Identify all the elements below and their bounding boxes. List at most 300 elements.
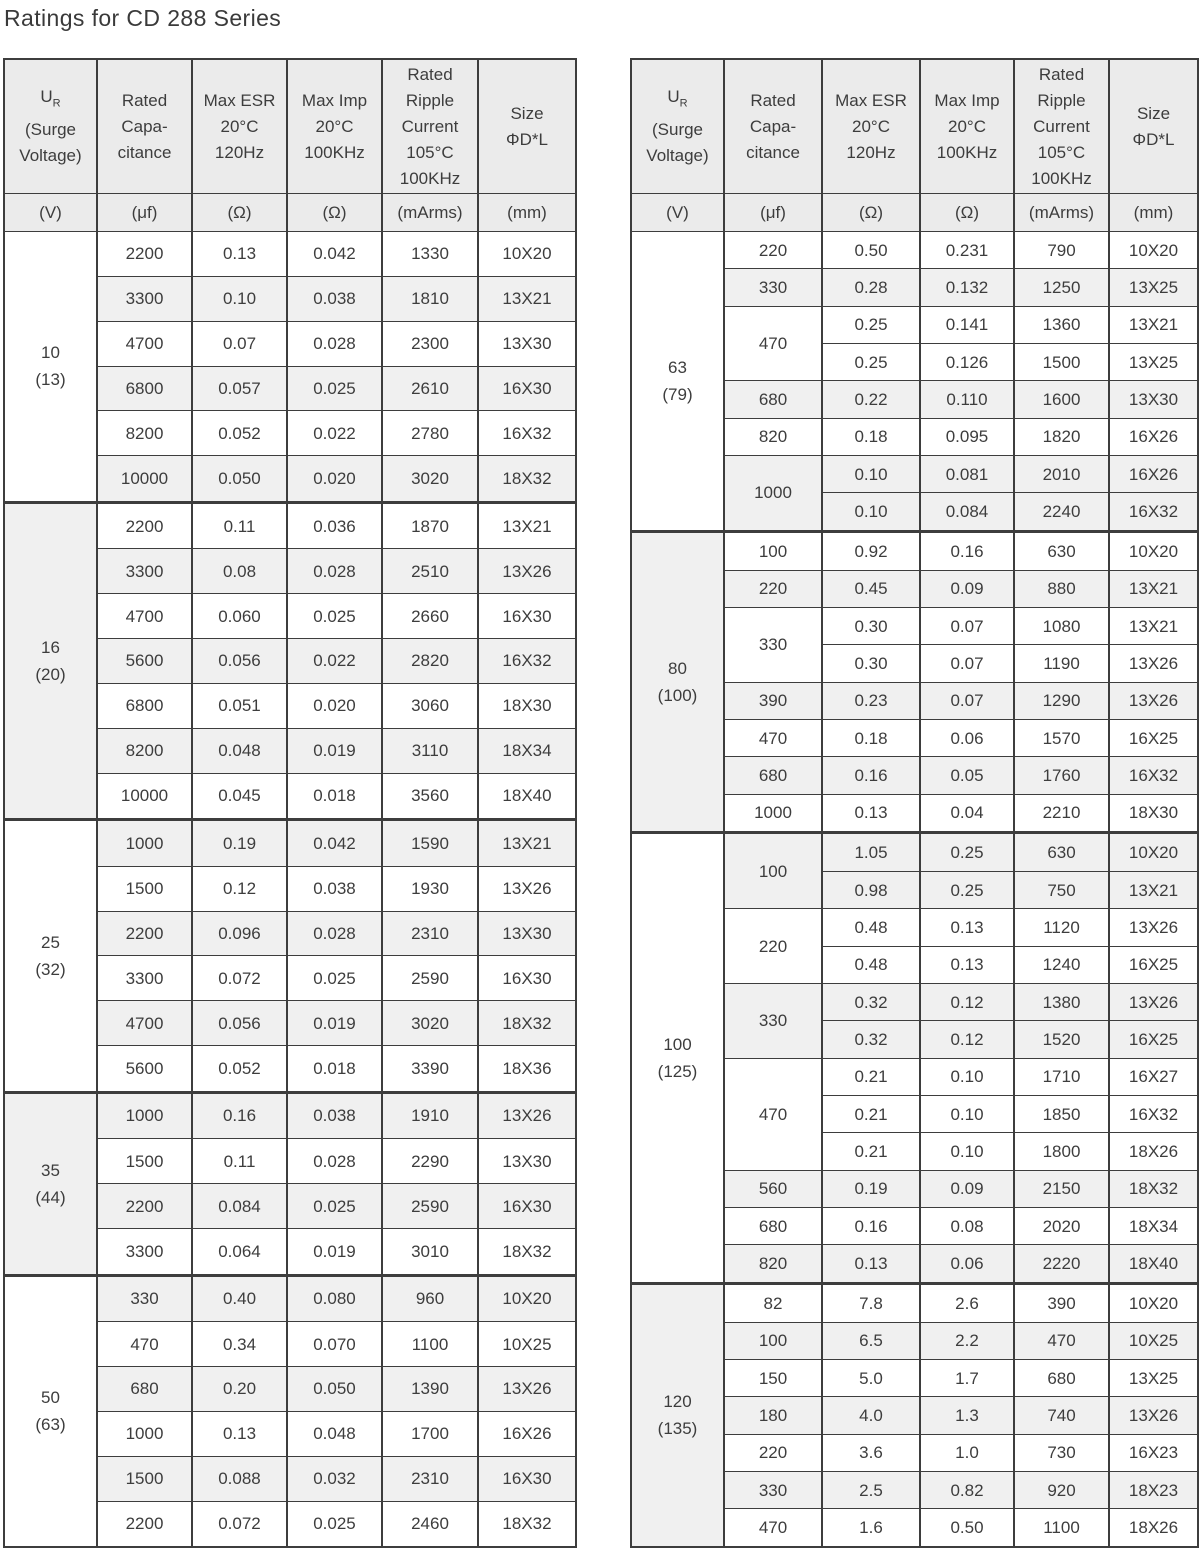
size-cell: 13X26	[478, 1366, 576, 1411]
capacitance-cell: 6800	[97, 366, 192, 411]
imp-cell: 0.095	[920, 418, 1014, 455]
unit-voltage: (V)	[631, 194, 724, 232]
table-row	[4, 820, 576, 867]
esr-cell: 0.50	[822, 232, 920, 269]
size-cell: 16X32	[1109, 1095, 1198, 1132]
size-cell: 13X30	[1109, 381, 1198, 418]
size-cell: 10X20	[1109, 833, 1198, 872]
ripple-cell: 2020	[1014, 1207, 1109, 1244]
imp-cell: 0.019	[287, 728, 382, 773]
ripple-cell: 1290	[1014, 682, 1109, 719]
imp-cell: 0.038	[287, 276, 382, 321]
voltage-cell: 80 (100)	[631, 531, 724, 832]
ripple-cell: 790	[1014, 232, 1109, 269]
size-cell: 13X25	[1109, 343, 1198, 380]
imp-cell: 0.025	[287, 594, 382, 639]
size-cell: 18X40	[478, 773, 576, 820]
imp-cell: 0.022	[287, 639, 382, 684]
ripple-cell: 630	[1014, 833, 1109, 872]
esr-cell: 0.34	[192, 1322, 287, 1367]
esr-cell: 0.13	[192, 232, 287, 277]
size-cell: 10X25	[1109, 1322, 1198, 1359]
voltage-cell: 100 (125)	[631, 833, 724, 1284]
esr-cell: 0.30	[822, 608, 920, 645]
header-capacitance: Rated Capa- citance	[724, 59, 822, 194]
capacitance-cell: 3300	[97, 549, 192, 594]
capacitance-cell: 220	[724, 232, 822, 269]
esr-cell: 0.088	[192, 1456, 287, 1501]
size-cell: 13X21	[478, 276, 576, 321]
esr-cell: 6.5	[822, 1322, 920, 1359]
capacitance-cell: 330	[724, 1471, 822, 1508]
capacitance-cell: 470	[724, 1509, 822, 1547]
size-cell: 18X32	[478, 1001, 576, 1046]
imp-cell: 1.3	[920, 1397, 1014, 1434]
table-row	[631, 833, 1198, 872]
table-row	[4, 1092, 576, 1139]
imp-cell: 0.25	[920, 872, 1014, 909]
ripple-cell: 1120	[1014, 909, 1109, 946]
imp-cell: 0.019	[287, 1228, 382, 1275]
esr-cell: 0.48	[822, 946, 920, 983]
ripple-cell: 3560	[382, 773, 478, 820]
ripple-cell: 880	[1014, 570, 1109, 607]
imp-cell: 0.080	[287, 1275, 382, 1322]
imp-cell: 0.042	[287, 232, 382, 277]
header-imp: Max Imp 20°C 100KHz	[287, 59, 382, 194]
capacitance-cell: 100	[724, 833, 822, 909]
ratings-table-right	[630, 58, 1199, 1548]
imp-cell: 0.07	[920, 682, 1014, 719]
esr-cell: 0.13	[822, 794, 920, 833]
ripple-cell: 3010	[382, 1228, 478, 1275]
capacitance-cell: 1000	[97, 820, 192, 867]
header-ripple: Rated Ripple Current 105°C 100KHz	[1014, 59, 1109, 194]
header-capacitance: Rated Capa- citance	[97, 59, 192, 194]
size-cell: 18X23	[1109, 1471, 1198, 1508]
esr-cell: 0.23	[822, 682, 920, 719]
size-cell: 18X32	[478, 456, 576, 503]
ripple-cell: 2780	[382, 411, 478, 456]
header-unit-row	[4, 194, 576, 232]
capacitance-cell: 220	[724, 909, 822, 984]
unit-esr: (Ω)	[822, 194, 920, 232]
size-cell: 18X40	[1109, 1245, 1198, 1284]
esr-cell: 0.052	[192, 1046, 287, 1093]
esr-cell: 0.21	[822, 1133, 920, 1170]
capacitance-cell: 330	[97, 1275, 192, 1322]
esr-cell: 0.25	[822, 343, 920, 380]
ripple-cell: 1100	[382, 1322, 478, 1367]
ripple-cell: 2150	[1014, 1170, 1109, 1207]
esr-cell: 0.08	[192, 549, 287, 594]
size-cell: 18X32	[478, 1228, 576, 1275]
capacitance-cell: 470	[97, 1322, 192, 1367]
imp-cell: 0.036	[287, 502, 382, 549]
ripple-cell: 2610	[382, 366, 478, 411]
esr-cell: 0.056	[192, 1001, 287, 1046]
capacitance-cell: 330	[724, 608, 822, 683]
header-voltage: $U_R$ (Surge Voltage)	[631, 59, 724, 194]
esr-cell: 0.13	[192, 1411, 287, 1456]
size-cell: 16X30	[478, 1184, 576, 1229]
ripple-cell: 3110	[382, 728, 478, 773]
ripple-cell: 1710	[1014, 1058, 1109, 1095]
size-cell: 16X32	[1109, 757, 1198, 794]
table-row	[4, 1275, 576, 1322]
esr-cell: 0.084	[192, 1184, 287, 1229]
size-cell: 16X30	[478, 1456, 576, 1501]
imp-cell: 0.141	[920, 306, 1014, 343]
imp-cell: 0.028	[287, 321, 382, 366]
size-cell: 16X26	[1109, 418, 1198, 455]
size-cell: 16X26	[1109, 455, 1198, 492]
ripple-cell: 2310	[382, 1456, 478, 1501]
capacitance-cell: 10000	[97, 456, 192, 503]
esr-cell: 5.0	[822, 1360, 920, 1397]
ripple-cell: 2820	[382, 639, 478, 684]
size-cell: 13X21	[1109, 872, 1198, 909]
table-row	[631, 531, 1198, 570]
esr-cell: 0.10	[822, 493, 920, 532]
size-cell: 13X21	[1109, 306, 1198, 343]
ripple-cell: 1700	[382, 1411, 478, 1456]
capacitance-cell: 220	[724, 570, 822, 607]
capacitance-cell: 2200	[97, 911, 192, 956]
imp-cell: 0.050	[287, 1366, 382, 1411]
voltage-subscript: R	[52, 97, 61, 110]
capacitance-cell: 330	[724, 984, 822, 1059]
ripple-cell: 2590	[382, 956, 478, 1001]
ripple-cell: 2300	[382, 321, 478, 366]
imp-cell: 0.06	[920, 1245, 1014, 1284]
esr-cell: 0.19	[192, 820, 287, 867]
unit-imp: (Ω)	[920, 194, 1014, 232]
ripple-cell: 3060	[382, 683, 478, 728]
ripple-cell: 1080	[1014, 608, 1109, 645]
voltage-cell: 10 (13)	[4, 232, 97, 503]
voltage-cell: 35 (44)	[4, 1092, 97, 1275]
esr-cell: 0.07	[192, 321, 287, 366]
esr-cell: 7.8	[822, 1283, 920, 1322]
size-cell: 18X34	[1109, 1207, 1198, 1244]
ripple-cell: 2290	[382, 1139, 478, 1184]
capacitance-cell: 820	[724, 1245, 822, 1284]
size-cell: 13X21	[1109, 608, 1198, 645]
table-body	[631, 232, 1198, 1548]
capacitance-cell: 470	[724, 1058, 822, 1170]
ripple-cell: 1380	[1014, 984, 1109, 1021]
ripple-cell: 1850	[1014, 1095, 1109, 1132]
esr-cell: 0.10	[192, 276, 287, 321]
ripple-cell: 1600	[1014, 381, 1109, 418]
size-cell: 16X25	[1109, 946, 1198, 983]
table-row	[4, 232, 576, 277]
imp-cell: 0.231	[920, 232, 1014, 269]
size-cell: 13X26	[478, 1092, 576, 1139]
imp-cell: 0.25	[920, 833, 1014, 872]
imp-cell: 0.12	[920, 984, 1014, 1021]
esr-cell: 0.056	[192, 639, 287, 684]
size-cell: 16X23	[1109, 1434, 1198, 1471]
ripple-cell: 2010	[1014, 455, 1109, 492]
size-cell: 10X25	[478, 1322, 576, 1367]
size-cell: 13X26	[478, 866, 576, 911]
unit-size: (mm)	[478, 194, 576, 232]
size-cell: 18X32	[1109, 1170, 1198, 1207]
imp-cell: 2.2	[920, 1322, 1014, 1359]
size-cell: 13X26	[478, 549, 576, 594]
imp-cell: 0.50	[920, 1509, 1014, 1547]
imp-cell: 0.16	[920, 531, 1014, 570]
size-cell: 18X26	[1109, 1133, 1198, 1170]
ripple-cell: 1570	[1014, 719, 1109, 756]
imp-cell: 0.08	[920, 1207, 1014, 1244]
capacitance-cell: 1500	[97, 866, 192, 911]
voltage-cell: 63 (79)	[631, 232, 724, 532]
imp-cell: 0.10	[920, 1095, 1014, 1132]
unit-ripple: (mArms)	[382, 194, 478, 232]
ripple-cell: 1930	[382, 866, 478, 911]
esr-cell: 0.22	[822, 381, 920, 418]
esr-cell: 0.21	[822, 1095, 920, 1132]
ripple-cell: 2220	[1014, 1245, 1109, 1284]
ripple-cell: 470	[1014, 1322, 1109, 1359]
size-cell: 16X32	[478, 411, 576, 456]
imp-cell: 0.018	[287, 1046, 382, 1093]
size-cell: 16X30	[478, 956, 576, 1001]
ripple-cell: 680	[1014, 1360, 1109, 1397]
size-cell: 13X21	[1109, 570, 1198, 607]
esr-cell: 0.16	[192, 1092, 287, 1139]
capacitance-cell: 3300	[97, 956, 192, 1001]
table-header	[4, 59, 576, 232]
capacitance-cell: 150	[724, 1360, 822, 1397]
imp-cell: 0.10	[920, 1058, 1014, 1095]
header-unit-row	[631, 194, 1198, 232]
size-cell: 16X30	[478, 594, 576, 639]
capacitance-cell: 470	[724, 306, 822, 381]
ripple-cell: 960	[382, 1275, 478, 1322]
esr-cell: 0.12	[192, 866, 287, 911]
imp-cell: 0.82	[920, 1471, 1014, 1508]
imp-cell: 0.07	[920, 645, 1014, 682]
ripple-cell: 2660	[382, 594, 478, 639]
header-imp: Max Imp 20°C 100KHz	[920, 59, 1014, 194]
imp-cell: 0.132	[920, 269, 1014, 306]
header-label-row	[631, 59, 1198, 194]
size-cell: 10X20	[478, 1275, 576, 1322]
imp-cell: 0.025	[287, 956, 382, 1001]
imp-cell: 0.022	[287, 411, 382, 456]
esr-cell: 0.40	[192, 1275, 287, 1322]
esr-cell: 0.16	[822, 757, 920, 794]
ripple-cell: 2460	[382, 1501, 478, 1547]
esr-cell: 4.0	[822, 1397, 920, 1434]
esr-cell: 0.10	[822, 455, 920, 492]
header-ripple: Rated Ripple Current 105°C 100KHz	[382, 59, 478, 194]
size-cell: 16X26	[478, 1411, 576, 1456]
ripple-cell: 920	[1014, 1471, 1109, 1508]
capacitance-cell: 82	[724, 1283, 822, 1322]
size-cell: 16X32	[478, 639, 576, 684]
size-cell: 10X20	[1109, 531, 1198, 570]
ripple-cell: 750	[1014, 872, 1109, 909]
capacitance-cell: 3300	[97, 1228, 192, 1275]
ripple-cell: 390	[1014, 1283, 1109, 1322]
imp-cell: 0.06	[920, 719, 1014, 756]
imp-cell: 0.04	[920, 794, 1014, 833]
esr-cell: 0.13	[822, 1245, 920, 1284]
esr-cell: 1.6	[822, 1509, 920, 1547]
imp-cell: 0.018	[287, 773, 382, 820]
capacitance-cell: 6800	[97, 683, 192, 728]
size-cell: 13X26	[1109, 645, 1198, 682]
esr-cell: 0.050	[192, 456, 287, 503]
capacitance-cell: 8200	[97, 728, 192, 773]
size-cell: 13X26	[1109, 1397, 1198, 1434]
esr-cell: 0.072	[192, 956, 287, 1001]
imp-cell: 0.09	[920, 1170, 1014, 1207]
capacitance-cell: 2200	[97, 1184, 192, 1229]
imp-cell: 0.028	[287, 911, 382, 956]
imp-cell: 0.084	[920, 493, 1014, 532]
capacitance-cell: 680	[724, 757, 822, 794]
ripple-cell: 1500	[1014, 343, 1109, 380]
size-cell: 18X36	[478, 1046, 576, 1093]
imp-cell: 0.048	[287, 1411, 382, 1456]
esr-cell: 0.19	[822, 1170, 920, 1207]
capacitance-cell: 680	[724, 381, 822, 418]
capacitance-cell: 470	[724, 719, 822, 756]
esr-cell: 0.11	[192, 1139, 287, 1184]
size-cell: 18X32	[478, 1501, 576, 1547]
esr-cell: 0.45	[822, 570, 920, 607]
voltage-subscript: R	[679, 97, 688, 110]
capacitance-cell: 1000	[97, 1092, 192, 1139]
ripple-cell: 1870	[382, 502, 478, 549]
table-row	[4, 502, 576, 549]
table-row	[631, 232, 1198, 269]
header-esr: Max ESR 20°C 120Hz	[192, 59, 287, 194]
ripple-cell: 2590	[382, 1184, 478, 1229]
ripple-cell: 1100	[1014, 1509, 1109, 1547]
capacitance-cell: 1000	[97, 1411, 192, 1456]
esr-cell: 0.11	[192, 502, 287, 549]
size-cell: 10X20	[1109, 1283, 1198, 1322]
size-cell: 13X21	[478, 502, 576, 549]
ripple-cell: 1760	[1014, 757, 1109, 794]
header-size: Size ΦD*L	[1109, 59, 1198, 194]
capacitance-cell: 820	[724, 418, 822, 455]
size-cell: 13X30	[478, 911, 576, 956]
capacitance-cell: 680	[724, 1207, 822, 1244]
size-cell: 16X30	[478, 366, 576, 411]
capacitance-cell: 8200	[97, 411, 192, 456]
header-voltage: $U_R$ (Surge Voltage)	[4, 59, 97, 194]
size-cell: 13X26	[1109, 984, 1198, 1021]
esr-cell: 0.096	[192, 911, 287, 956]
header-esr: Max ESR 20°C 120Hz	[822, 59, 920, 194]
esr-cell: 0.16	[822, 1207, 920, 1244]
size-cell: 13X26	[1109, 682, 1198, 719]
size-cell: 16X25	[1109, 1021, 1198, 1058]
ripple-cell: 1810	[382, 276, 478, 321]
esr-cell: 0.045	[192, 773, 287, 820]
capacitance-cell: 3300	[97, 276, 192, 321]
capacitance-cell: 220	[724, 1434, 822, 1471]
capacitance-cell: 100	[724, 531, 822, 570]
size-cell: 10X20	[478, 232, 576, 277]
capacitance-cell: 4700	[97, 594, 192, 639]
esr-cell: 0.30	[822, 645, 920, 682]
voltage-cell: 50 (63)	[4, 1275, 97, 1547]
esr-cell: 0.98	[822, 872, 920, 909]
esr-cell: 0.32	[822, 1021, 920, 1058]
size-cell: 13X30	[478, 321, 576, 366]
unit-ripple: (mArms)	[1014, 194, 1109, 232]
capacitance-cell: 2200	[97, 232, 192, 277]
ripple-cell: 3020	[382, 1001, 478, 1046]
capacitance-cell: 330	[724, 269, 822, 306]
imp-cell: 0.020	[287, 683, 382, 728]
esr-cell: 0.057	[192, 366, 287, 411]
imp-cell: 0.110	[920, 381, 1014, 418]
imp-cell: 0.042	[287, 820, 382, 867]
unit-size: (mm)	[1109, 194, 1198, 232]
esr-cell: 3.6	[822, 1434, 920, 1471]
size-cell: 10X20	[1109, 232, 1198, 269]
size-cell: 18X26	[1109, 1509, 1198, 1547]
ripple-cell: 740	[1014, 1397, 1109, 1434]
imp-cell: 0.028	[287, 1139, 382, 1184]
esr-cell: 0.92	[822, 531, 920, 570]
imp-cell: 0.126	[920, 343, 1014, 380]
capacitance-cell: 1500	[97, 1139, 192, 1184]
ripple-cell: 630	[1014, 531, 1109, 570]
imp-cell: 0.13	[920, 909, 1014, 946]
capacitance-cell: 4700	[97, 1001, 192, 1046]
voltage-cell: 16 (20)	[4, 502, 97, 819]
imp-cell: 0.028	[287, 549, 382, 594]
ripple-cell: 3390	[382, 1046, 478, 1093]
capacitance-cell: 680	[97, 1366, 192, 1411]
size-cell: 13X21	[478, 820, 576, 867]
unit-capacitance: (μf)	[97, 194, 192, 232]
capacitance-cell: 1000	[724, 455, 822, 531]
ratings-table-left	[3, 58, 577, 1548]
imp-cell: 0.019	[287, 1001, 382, 1046]
imp-cell: 0.13	[920, 946, 1014, 983]
esr-cell: 0.32	[822, 984, 920, 1021]
ripple-cell: 1590	[382, 820, 478, 867]
size-cell: 16X25	[1109, 719, 1198, 756]
ripple-cell: 1800	[1014, 1133, 1109, 1170]
esr-cell: 1.05	[822, 833, 920, 872]
unit-imp: (Ω)	[287, 194, 382, 232]
header-size: Size ΦD*L	[478, 59, 576, 194]
page-title: Ratings for CD 288 Series	[4, 5, 282, 31]
imp-cell: 1.0	[920, 1434, 1014, 1471]
ripple-cell: 2310	[382, 911, 478, 956]
capacitance-cell: 180	[724, 1397, 822, 1434]
esr-cell: 0.18	[822, 418, 920, 455]
imp-cell: 0.081	[920, 455, 1014, 492]
imp-cell: 0.09	[920, 570, 1014, 607]
capacitance-cell: 2200	[97, 1501, 192, 1547]
capacitance-cell: 560	[724, 1170, 822, 1207]
esr-cell: 0.20	[192, 1366, 287, 1411]
